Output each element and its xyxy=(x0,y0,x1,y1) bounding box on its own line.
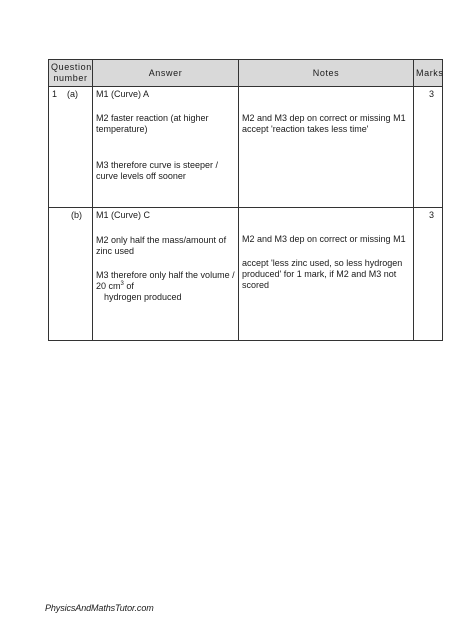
header-question-line1: Question xyxy=(51,62,92,72)
answer-m3-of: of xyxy=(123,281,134,291)
question-part: (b) xyxy=(71,210,82,220)
header-answer: Answer xyxy=(93,60,239,87)
table-row xyxy=(49,208,443,341)
table-row xyxy=(49,87,443,208)
answer-m3: M3 therefore curve is steeper / curve levels off sooner xyxy=(96,160,219,181)
header-marks: Marks xyxy=(414,60,443,87)
answer-m3-continued: hydrogen produced xyxy=(104,292,182,302)
notes-line-1: M2 and M3 dep on correct or missing M1 xyxy=(242,234,406,244)
answer-m2: M2 faster reaction (at higher temperature) xyxy=(96,113,209,134)
answer-m1: M1 (Curve) A xyxy=(96,89,150,99)
footer-website: PhysicsAndMathsTutor.com xyxy=(45,603,154,613)
header-question-line2: number xyxy=(53,73,88,83)
table-header-row xyxy=(49,60,443,87)
header-notes: Notes xyxy=(239,60,414,87)
marks-cell: 3 xyxy=(414,208,443,341)
notes-line-1: M2 and M3 dep on correct or missing M1 xyxy=(242,113,406,123)
question-number-cell xyxy=(49,208,93,341)
answer-m2: M2 only half the mass/amount of zinc used xyxy=(96,235,227,256)
question-part: (a) xyxy=(67,89,78,99)
notes-cell xyxy=(239,208,414,341)
answer-m3 xyxy=(96,270,235,292)
notes-cell xyxy=(239,87,414,208)
notes-line-2: accept 'reaction takes less time' xyxy=(242,124,369,134)
answer-m3-text: M3 therefore only half the volume / 20 cm xyxy=(96,270,235,291)
superscript-3: 3 xyxy=(120,281,124,287)
mark-scheme-table xyxy=(48,59,443,341)
question-number-cell xyxy=(49,87,93,208)
answer-cell xyxy=(93,87,239,208)
question-number: 1 xyxy=(52,89,58,99)
header-question-number xyxy=(49,60,93,87)
answer-m1: M1 (Curve) C xyxy=(96,210,151,220)
marks-cell: 3 xyxy=(414,87,443,208)
answer-cell xyxy=(93,208,239,341)
notes-line-2: accept 'less zinc used, so less hydrogen produced' for 1 mark, if M2 and M3 not scored xyxy=(242,258,403,290)
